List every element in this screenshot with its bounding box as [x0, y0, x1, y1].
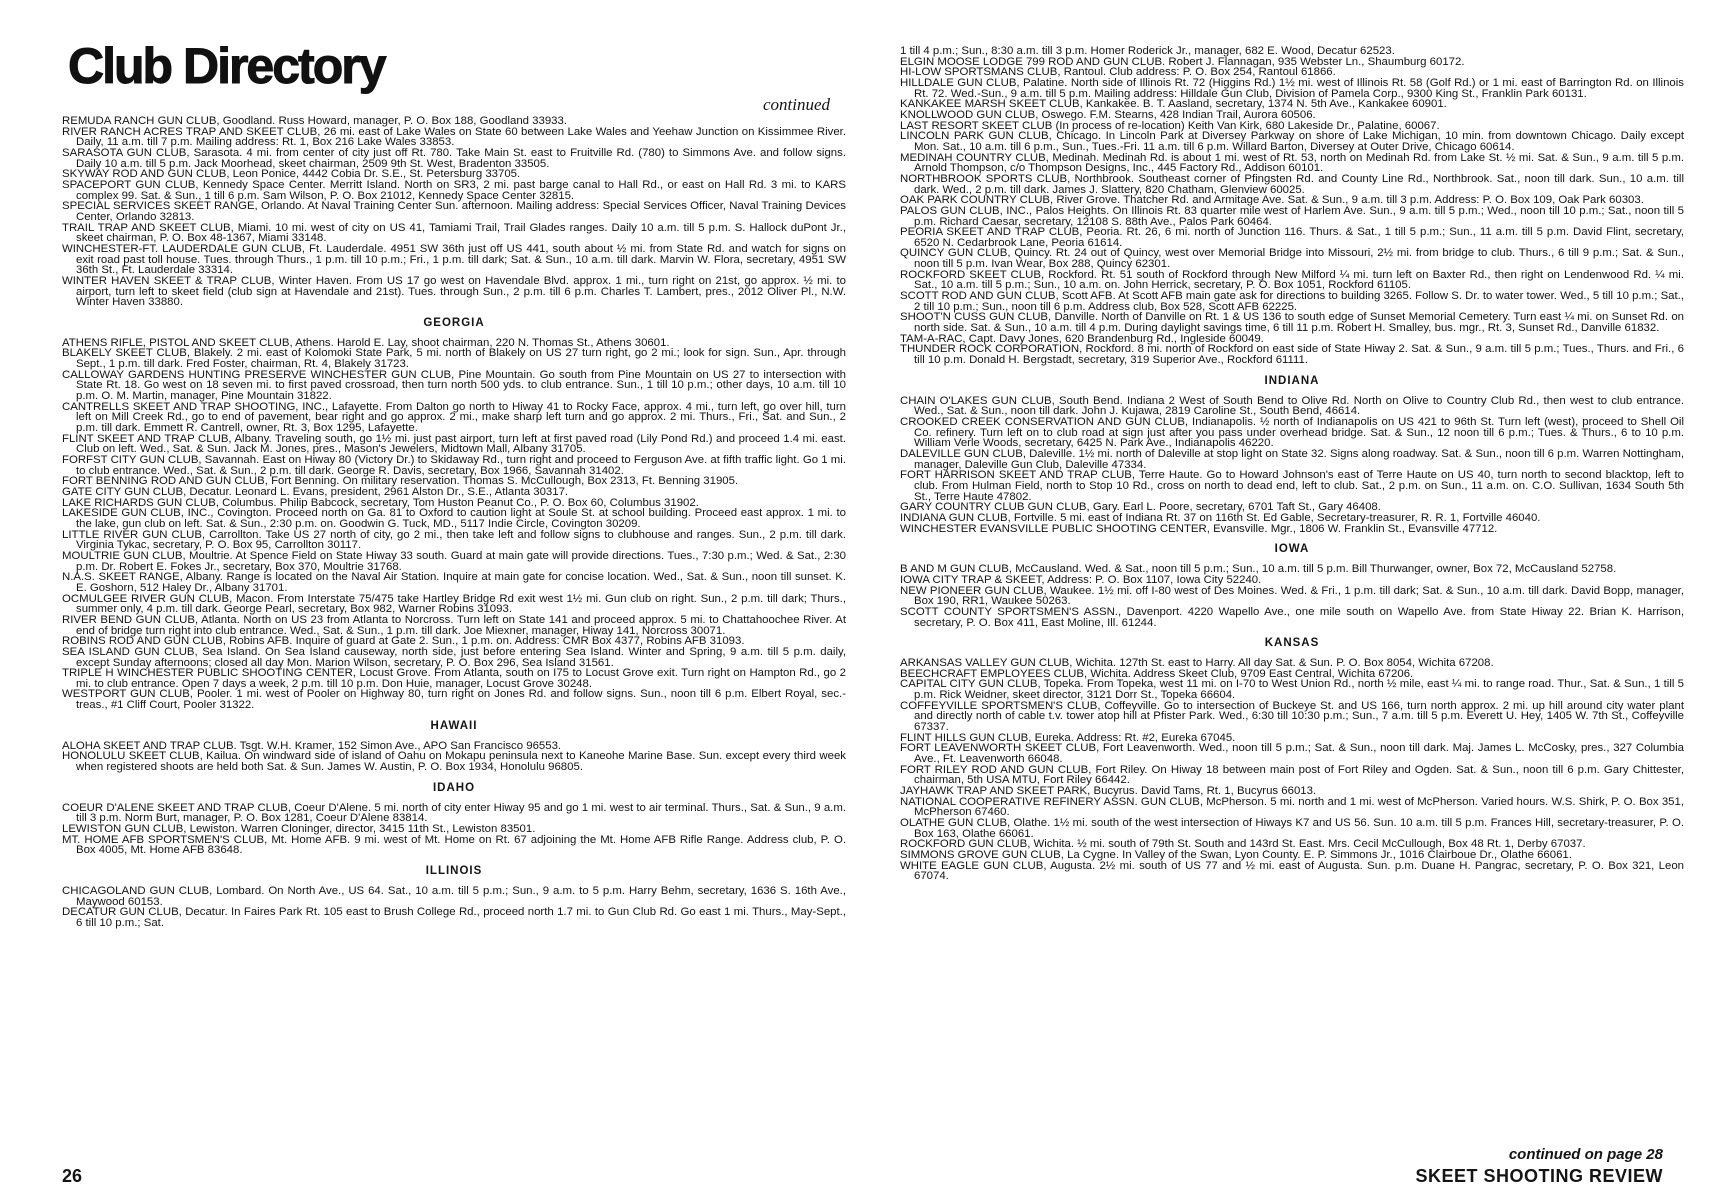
club-entry: NORTHBROOK SPORTS CLUB, Northbrook. Southeast corner of Pfingsten Rd. and County Line Rd., Northbrook. Sat., noon till dark. Sun., 10 a.m. till dark. Wed., 2 p.m. till dark. James J. Slattery, 820 Chatham, Glenview 60025. [900, 172, 1684, 196]
club-entry: HILLDALE GUN CLUB, Palatine. North side of Illinois Rt. 72 (Higgins Rd.) 1½ mi. west of Illinois Rt. 58 (Golf Rd.) or 1 mi. east of Barrington Rd. on Illinois Rt. 72. Wed.-Sun., 9 a.m. till 5 p.m. Mailing address: Hilldale Gun Club, Division of Pamela Corp., 9300 King St., Franklin Park 60131. [900, 76, 1684, 100]
magazine-title: SKEET SHOOTING REVIEW [1415, 1166, 1663, 1186]
page-title: Club Directory [68, 38, 385, 94]
club-entry: LITTLE RIVER GUN CLUB, Carrollton. Take US 27 north of city, go 2 mi., then take left and follow signs to clubhouse and ranges. Sun., 2 p.m. till dark. Virginia Tykac, secretary, P. O. Box 95, Carrollton 30117. [62, 528, 846, 552]
club-entry: CROOKED CREEK CONSERVATION AND GUN CLUB, Indianapolis. ½ north of Indianapolis on US 421 to 96th St. Turn left (west), proceed to Shell Oil Co. refinery. Turn left on to club road at sign just after you pass under overhead bridge. Sat. & Sun., 12 noon till 6 p.m.; Tues. & Thurs., 6 to 10 p.m. William Verle Woods, secretary, 6425 N. Park Ave., Indianapolis 46220. [900, 416, 1684, 450]
club-entry: ARKANSAS VALLEY GUN CLUB, Wichita. 127th St. east to Harry. All day Sat. & Sun. P. O. Box 8054, Wichita 67208. [900, 657, 1494, 670]
state-heading: ILLINOIS [425, 865, 483, 878]
club-entry: SCOTT COUNTY SPORTSMEN'S ASSN., Davenport. 4220 Wapello Ave., one mile south on Wapello Ave. from State Hiway 22. Brian K. Harrison, secretary, P. O. Box 411, East Moline, Ill. 61244. [900, 605, 1684, 629]
club-entry: MT. HOME AFB SPORTSMEN'S CLUB, Mt. Home AFB. 9 mi. west of Mt. Home on Rt. 67 adjoining the Mt. Home AFB Rifle Range. Address club, P. O. Box 4005, Mt. Home AFB 83648. [62, 833, 846, 857]
state-heading: INDIANA [1264, 374, 1320, 387]
club-entry: ROCKFORD GUN CLUB, Wichita. ½ mi. south of 79th St. South and 143rd St. East. Mrs. Cecil McCullough, Box 48 Rt. 1, Derby 67037. [900, 838, 1586, 851]
club-entry: ROBINS ROD AND GUN CLUB, Robins AFB. Inquire of guard at Gate 2. Sun., 1 p.m. on. Address: CMR Box 4377, Robins AFB 31093. [62, 635, 745, 648]
club-entry: LAST RESORT SKEET CLUB (In process of re-location) Keith Van Kirk, 680 Lakeside Dr., Palatine, 60067. [900, 119, 1440, 132]
club-entry: KNOLLWOOD GUN CLUB, Oswego. F.M. Stearns, 428 Indian Trail, Aurora 60506. [900, 108, 1316, 121]
club-entry: FORT RILEY ROD AND GUN CLUB, Fort Riley. On Hiway 18 between main post of Fort Riley and Ogden. Sat. & Sun., noon till 6 p.m. Gary Chittester, chairman, 5th USA MTU, Fort Riley 66442. [900, 763, 1684, 787]
club-entry: FORT LEAVENWORTH SKEET CLUB, Fort Leavenworth. Wed., noon till 5 p.m.; Sat. & Sun., noon till dark. Maj. James L. McCosky, pres., 327 Columbia Ave., Ft. Leavenworth 66048. [900, 742, 1684, 766]
club-entry: OAK PARK COUNTRY CLUB, River Grove. Thatcher Rd. and Armitage Ave. Sat. & Sun., 9 a.m. till 3 p.m. Address: P. O. Box 109, Oak Park 60303. [900, 194, 1644, 207]
club-entry: MEDINAH COUNTRY CLUB, Medinah. Medinah Rd. is about 1 mi. west of Rt. 53, north on Medinah Rd. from Lake St. ½ mi. Sat. & Sun., 9 a.m. till 5 p.m. Arnold Thompson, c/o Thompson Designs, Inc., 445 Factory Rd., Addison 60101. [900, 151, 1684, 175]
club-entry: SARASOTA GUN CLUB, Sarasota. 4 mi. from center of city just off Rt. 780. Take Main St. east to Fruitville Rd. (780) to Simmons Ave. and follow signs. Daily 10 a.m. till 5 p.m. Jack Moorhead, skeet chairman, 2509 9th St. West, Bradenton 33505. [62, 146, 846, 170]
left-entries [62, 116, 846, 929]
club-entry: DECATUR GUN CLUB, Decatur. In Faires Park Rt. 105 east to Brush College Rd., proceed north 1.7 mi. to Gun Club Rd. Go east 1 mi. Thurs., May-Sept., 6 till 10 p.m.; Sat. [62, 906, 846, 929]
club-entry: N.A.S. SKEET RANGE, Albany. Range is located on the Naval Air Station. Inquire at main gate for concise location. Wed., Sat. & Sun., noon till sunset. K. E. Goshorn, 512 Haley Dr., Albany 31701. [62, 571, 846, 594]
club-entry: ALOHA SKEET AND TRAP CLUB. Tsgt. W.H. Kramer, 152 Simon Ave., APO San Francisco 96553. [62, 739, 562, 752]
club-entry: ROCKFORD SKEET CLUB, Rockford. Rt. 51 south of Rockford through New Milford ¼ mi. turn left on Baxter Rd., then right on Lendenwood Rd. ¼ mi. Sat., 10 a.m. till 5 p.m.; Sun., 10 a.m. on. John Herrick, secretary, P. O. Box 1051, Rockford 61105. [900, 268, 1684, 292]
right-entries [900, 46, 1684, 882]
club-entry: LAKESIDE GUN CLUB, INC., Covington. Proceed north on Ga. 81 to Oxford to caution light at Soule St. at school building. Proceed east approx. 1 mi. to the lake, gun club on left. Sat. & Sun., 2:30 p.m. on. Goodwin G. Tuck, MD., 5117 Indie Circle, Covington 30209. [62, 507, 846, 530]
club-entry: FORT BENNING ROD AND GUN CLUB, Fort Benning. On military reservation. Thomas S. McCullough, Box 2313, Ft. Benning 31905. [62, 475, 739, 488]
club-entry: THUNDER ROCK CORPORATION, Rockford. 8 mi. north of Rockford on east side of State Hiway 2. Sat. & Sun., 9 a.m. till 5 p.m.; Tues., Thurs. and Fri., 6 till 10 p.m. Donald H. Bergstadt, secretary, 319 Superior Ave., Rockford 61111. [900, 343, 1684, 367]
club-entry: INDIANA GUN CLUB, Fortville. 5 mi. east of Indiana Rt. 37 on 116th St. Ed Gable, Secretary-treasurer, R. R. 1, Fortville 46040. [900, 511, 1541, 524]
club-entry: CHAIN O'LAKES GUN CLUB, South Bend. Indiana 2 West of South Bend to Olive Rd. North on Olive to Country Club Rd., then west to club entrance. Wed., Sat. & Sun., noon till dark. John J. Kujawa, 2819 Caroline St., South Bend, 46614. [900, 394, 1684, 418]
club-entry: OCMULGEE RIVER GUN CLUB, Macon. From Interstate 75/475 take Hartley Bridge Rd exit west 1½ mi. Gun club on right. Sun., 2 p.m. till dark; Thurs., summer only, 4 p.m. till dark. George Pearl, secretary, Box 982, Warner Robins 31093. [62, 592, 846, 616]
club-entry: WESTPORT GUN CLUB, Pooler. 1 mi. west of Pooler on Highway 80, turn right on Jones Rd. and follow signs. Sun., noon till 6 p.m. Elbert Royal, sec.-treas., #1 Cliff Court, Pooler 31322. [62, 688, 846, 712]
club-entry: COFFEYVILLE SPORTSMEN'S CLUB, Coffeyville. Go to intersection of Buckeye St. and US 166, turn north approx. 2 mi. up hill around city water plant and directly north of cable t.v. tower atop hill at Pfister Park. Wed., 6:30 till 10:30 p.m.; Sun., 7 a.m. till 5 p.m. Everett U. Hey, 1405 W. 7th St., Coffeyville 67337. [900, 699, 1684, 734]
club-entry: SPECIAL SERVICES SKEET RANGE, Orlando. At Naval Training Center Sun. afternoon. Mailing address: Special Services Officer, Naval Training Devices Center, Orlando 32813. [62, 200, 846, 223]
club-entry: KANKAKEE MARSH SKEET CLUB, Kankakee. B. T. Aasland, secretary, 1374 N. 5th Ave., Kankakee 60901. [900, 98, 1447, 111]
club-entry: PALOS GUN CLUB, INC., Palos Heights. On Illinois Rt. 83 quarter mile west of Harlem Ave. Sun., 9 a.m. till 5 p.m.; Wed., noon till 10 p.m.; Sat., noon till 5 p.m. Richard Caesar, secretary, 12108 S. 88th Ave., Palos Park 60464. [900, 204, 1684, 228]
club-entry: SEA ISLAND GUN CLUB, Sea Island. On Sea Island causeway, north side, just before entering Sea Island. Winter and Spring, 9 a.m. till 5 p.m. daily, except Sunday afternoons; closed all day Mon. Marion Wilson, secretary, P. O. Box 296, Sea Island 31561. [62, 645, 846, 669]
state-heading: IDAHO [432, 781, 476, 794]
club-entry: PEORIA SKEET AND TRAP CLUB, Peoria. Rt. 26, 6 mi. north of Junction 116. Thurs. & Sat., 1 till 5 p.m.; Sun., 11 a.m. till 5 p.m. David Flint, secretary, 6520 N. Cedarbrook Lane, Peoria 61614. [900, 226, 1684, 249]
continued-on-page: continued on page 28 [1508, 1146, 1663, 1163]
club-entry: COEUR D'ALENE SKEET AND TRAP CLUB, Coeur D'Alene. 5 mi. north of city enter Hiway 95 and go 1 mi. west to air terminal. Thurs., Sat. & Sun., 9 a.m. till 3 p.m. Norm Burt, manager, P. O. Box 1281, Coeur D'Alene 83814. [62, 801, 846, 825]
club-entry: FLINT SKEET AND TRAP CLUB, Albany. Traveling south, go 1½ mi. just past airport, turn left at first paved road (Lily Pond Rd.) and proceed 1.4 mi. east. Club on left. Wed., Sat. & Sun. Jack M. Jones, pres., Mason's Jewelers, Midtown Mall, Albany 31705. [62, 432, 846, 456]
club-entry: TRAIL TRAP AND SKEET CLUB, Miami. 10 mi. west of city on US 41, Tamiami Trail, Trail Glades ranges. Daily 10 a.m. till 5 p.m. S. Hallock duPont Jr., skeet chairman, P. O. Box 48-1367, Miami 33148. [62, 221, 846, 245]
club-entry: JAYHAWK TRAP AND SKEET PARK, Bucyrus. David Tams, Rt. 1, Bucyrus 66013. [900, 785, 1317, 798]
state-heading: GEORGIA [423, 316, 485, 329]
club-entry: SKYWAY ROD AND GUN CLUB, Leon Ponice, 4442 Cobia Dr. S.E., St. Petersburg 33705. [62, 168, 521, 181]
club-entry: CALLOWAY GARDENS HUNTING PRESERVE WINCHESTER GUN CLUB, Pine Mountain. Go south from Pine Mountain on US 27 to intersection with State Rt. 18. Go west on 18 seven mi. to first paved crossroad, then turn north 500 yds. to club entrance. Sun., 1 till 10 p.m.; other days, 10 a.m. till 10 p.m. O. M. Martin, manager, Pine Mountain 31822. [62, 368, 846, 403]
club-entry: SPACEPORT GUN CLUB, Kennedy Space Center. Merritt Island. North on SR3, 2 mi. past barge canal to Hall Rd., or east on Hall Rd. 3 mi. to KARS complex 99. Sat. & Sun., 1 till 6 p.m. Sam Wilson, P. O. Box 21012, Kennedy Space Center 32815. [62, 178, 846, 202]
state-heading: KANSAS [1264, 637, 1320, 650]
club-entry: B AND M GUN CLUB, McCausland. Wed. & Sat., noon till 5 p.m.; Sun., 10 a.m. till 5 p.m. Bill Thurwanger, owner, Box 72, McCausland 52758. [900, 563, 1617, 576]
club-entry: FORT HARRISON SKEET AND TRAP CLUB, Terre Haute. Go to Howard Johnson's east of Terre Haute on US 40, turn north to second blacktop, left to club. From Hulman Field, north to Stop 10 Rd., cross on north to dead end, left to club. Sat., 2 p.m. on Sun., 11 a.m. on. C.O. Sullivan, 1634 South 5th St., Terre Haute 47802. [900, 469, 1684, 503]
club-entry: IOWA CITY TRAP & SKEET, Address: P. O. Box 1107, Iowa City 52240. [900, 573, 1262, 586]
club-entry: TAM-A-RAC, Capt. Davy Jones, 620 Brandenburg Rd., Ingleside 60049. [900, 332, 1264, 345]
right-column [900, 0, 1684, 1200]
club-entry: ATHENS RIFLE, PISTOL AND SKEET CLUB, Athens. Harold E. Lay, shoot chairman, 220 N. Thomas St., Athens 30601. [62, 336, 670, 349]
club-entry: WINTER HAVEN SKEET & TRAP CLUB, Winter Haven. From US 17 go west on Havendale Blvd. approx. 1 mi., turn right on 21st, go approx. ½ mi. to airport, turn left to skeet field (club sign at Havendale and 21st). Tues. through Sun., 2 p.m. till 6 p.m. Charles T. Lambert, pres., 2012 Oliver Pl., N.W. Winter Haven 33880. [62, 274, 846, 309]
club-entry: FLINT HILLS GUN CLUB, Eureka. Address: Rt. #2, Eureka 67045. [900, 731, 1236, 744]
club-entry: 1 till 4 p.m.; Sun., 8:30 a.m. till 3 p.m. Homer Roderick Jr., manager, 682 E. Wood, Decatur 62523. [900, 45, 1395, 57]
club-entry: NEW PIONEER GUN CLUB, Waukee. 1½ mi. off I-80 west of Des Moines. Wed. & Fri., 1 p.m. till dark; Sat. & Sun., 10 a.m. till dark. David Bopp, manager, Box 190, RR1, Waukee 50263. [900, 584, 1684, 608]
club-entry: SCOTT ROD AND GUN CLUB, Scott AFB. At Scott AFB main gate ask for directions to building 3265. Follow S. Dr. to water tower. Wed., 5 till 10 p.m.; Sat., 2 till 10 p.m.; Sun., noon till 6 p.m. Address club, Box 528, Scott AFB 62225. [900, 290, 1684, 313]
club-entry: BLAKELY SKEET CLUB, Blakely. 2 mi. east of Kolomoki State Park, 5 mi. north of Blakely on US 27 turn right, go 2 mi.; look for sign. Sun., Apr. through Sept., 1 p.m. till dark. Fred Foster, chairman, Rt. 4, Blakely 31723. [62, 347, 846, 371]
club-entry: WINCHESTER-FT. LAUDERDALE GUN CLUB, Ft. Lauderdale. 4951 SW 36th just off US 441, south about ½ mi. from State Rd. and watch for signs on exit road past toll house. Tues. through Thurs., 1 p.m. till 10 p.m.; Fri., 1 p.m. till dark; Sat. & Sun., 10 a.m. till dark. Marvin W. Flora, secretary, 4951 SW 36th St., Ft. Lauderdale 33314. [62, 242, 846, 277]
club-entry: SIMMONS GROVE GUN CLUB, La Cygne. In Valley of the Swan, Lyon County. E. P. Simmons Jr., 1016 Clairboue Dr., Olathe 66061. [900, 848, 1572, 861]
club-entry: QUINCY GUN CLUB, Quincy. Rt. 24 out of Quincy, west over Memorial Bridge into Missouri, 2½ mi. from bridge to club. Thurs., 6 till 9 p.m.; Sat. & Sun., noon till 5 p.m. Ivan Wear, Box 288, Quincy 62301. [900, 247, 1684, 271]
club-entry: GATE CITY GUN CLUB, Decatur. Leonard L. Evans, president, 2961 Alston Dr., S.E., Atlanta 30317. [62, 486, 569, 498]
club-entry: TRIPLE H WINCHESTER PUBLIC SHOOTING CENTER, Locust Grove. From Atlanta, south on I75 to Locust Grove exit. Turn right on Hampton Rd., go 2 mi. to club entrance. Open 7 days a week, 2 p.m. till 10 p.m. Don Huie, manager, Locust Grove 30248. [62, 667, 846, 690]
club-entry: WHITE EAGLE GUN CLUB, Augusta. 2½ mi. south of US 77 and ½ mi. east of Augusta. Sun. p.m. Duane H. Pangrac, secretary, P. O. Box 321, Leon 67074. [900, 859, 1684, 883]
club-entry: ELGIN MOOSE LODGE 799 ROD AND GUN CLUB. Robert J. Flannagan, 935 Webster Ln., Shaumburg 60172. [900, 55, 1465, 68]
club-entry: LAKE RICHARDS GUN CLUB, Columbus. Philip Babcock, secretary, Tom Huston Peanut Co., P. O. Box 60, Columbus 31902. [62, 496, 699, 509]
club-entry: OLATHE GUN CLUB, Olathe. 1½ mi. south of the west intersection of Hiways K7 and US 56. Sun. 10 a.m. till 5 p.m. Frances Hill, secretary-treasurer, P. O. Box 163, Olathe 66061. [900, 817, 1684, 840]
club-entry: BEECHCRAFT EMPLOYEES CLUB, Wichita. Address Skeet Club, 9709 East Central, Wichita 67206. [900, 667, 1414, 680]
club-entry: HONOLULU SKEET CLUB, Kailua. On windward side of island of Oahu on Mokapu peninsula next to Kaneohe Marine Base. Sun. except every third week when registered shoots are held both Sat. & Sun. James W. Austin, P. O. Box 1934, Honolulu 96805. [62, 750, 846, 774]
club-entry: FORFST CITY GUN CLUB, Savannah. East on Hiway 80 (Victory Dr.) to Skidaway Rd., turn right and proceed to Ferguson Ave. at fifth traffic light. Go 1 mi. to club entrance. Wed., Sat. & Sun., 2 p.m. till dark. George R. Davis, secretary, Box 1966, Savannah 31402. [62, 454, 846, 477]
club-entry: SHOOT'N CUSS GUN CLUB, Danville. North of Danville on Rt. 1 & US 136 to south edge of Sunset Memorial Cemetery. Turn east ¼ mi. on Sunset Rd. on north side. Sat. & Sun., 10 a.m. till 4 p.m. During daylight savings time, 6 till 11 p.m. Robert H. Smalley, bus. mgr., Rt. 3, Sunset Rd., Danville 61832. [900, 311, 1684, 335]
club-entry: CAPITAL CITY GUN CLUB, Topeka. From Topeka, west 11 mi. on I-70 to West Union Rd., north ½ mile, east ¼ mi. to range road. Thur., Sat. & Sun., 1 till 5 p.m. Rick Weidner, skeet director, 3121 Dorr St., Topeka 66604. [900, 678, 1684, 702]
continued-label: continued [762, 95, 830, 114]
club-entry: WINCHESTER EVANSVILLE PUBLIC SHOOTING CENTER, Evansville. Mgr., 1806 W. Franklin St., Evansville 47712. [900, 522, 1498, 535]
page-number: 26 [62, 1166, 83, 1186]
club-entry: CHICAGOLAND GUN CLUB, Lombard. On North Ave., US 64. Sat., 10 a.m. till 5 p.m.; Sun., 9 a.m. to 5 p.m. Harry Behm, secretary, 1636 S. 16th Ave., Maywood 60153. [62, 885, 846, 908]
club-entry: GARY COUNTRY CLUB GUN CLUB, Gary. Earl L. Poore, secretary, 6701 Taft St., Gary 46408. [900, 501, 1381, 514]
club-entry: NATIONAL COOPERATIVE REFINERY ASSN. GUN CLUB, McPherson. 5 mi. north and 1 mi. west of McPherson. Varied hours. W.S. Shirk, P. O. Box 351, McPherson 67460. [900, 795, 1684, 819]
club-entry: REMUDA RANCH GUN CLUB, Goodland. Russ Howard, manager, P. O. Box 188, Goodland 33933. [62, 115, 568, 127]
club-entry: LINCOLN PARK GUN CLUB, Chicago. In Lincoln Park at Diversey Parkway on shore of Lake Michigan, 10 min. from downtown Chicago. Daily except Mon. Sat., 10 a.m. till 6 p.m., Sun., Tues.-Fri. 11 a.m. till 6 p.m. Willard Barton, Diversey at Outer Drive, Chicago 60614. [900, 130, 1684, 153]
club-entry: RIVER BEND GUN CLUB, Atlanta. North on US 23 from Atlanta to Norcross. Turn left on State 141 and proceed approx. 5 mi. to Chattahoochee River. At end of bridge turn right into club entrance. Wed., Sat. & Sun., 1 p.m. till dark. Joe Miexner, manager, Hiway 141, Norcross 30071. [62, 613, 846, 637]
state-heading: IOWA [1274, 543, 1310, 556]
club-entry: LEWISTON GUN CLUB, Lewiston. Warren Cloninger, director, 3415 11th St., Lewiston 83501. [62, 823, 536, 836]
club-entry: HI-LOW SPORTSMANS CLUB, Rantoul. Club address: P. O. Box 254, Rantoul 61866. [900, 66, 1336, 79]
club-entry: CANTRELLS SKEET AND TRAP SHOOTING, INC., Lafayette. From Dalton go north to Hiway 41 to Rocky Face, approx. 4 mi., turn left, go over hill, turn left on Mill Creek Rd., go to end of pavement, bear right and go approx. 2 mi., make sharp left turn and go approx. 2 mi. Thurs., Fri., Sat. and Sun., 2 p.m. till dark. Emmett R. Cantrell, owner, Rt. 3, Box 1295, Lafayette. [62, 400, 846, 435]
club-entry: RIVER RANCH ACRES TRAP AND SKEET CLUB, 26 mi. east of Lake Wales on State 60 between Lake Wales and Yeehaw Junction on Kissimmee River. Daily, 11 a.m. till 7 p.m. Mailing address: Rt. 1, Box 216 Lake Wales 33853. [62, 125, 846, 149]
left-column [62, 0, 846, 1200]
club-entry: MOULTRIE GUN CLUB, Moultrie. At Spence Field on State Hiway 33 south. Guard at main gate will provide directions. Tues., 7:30 p.m.; Wed. & Sat., 2:30 p.m. Dr. Robert E. Fokes Jr., secretary, Box 370, Moultrie 31768. [62, 549, 846, 573]
state-heading: HAWAII [430, 719, 478, 732]
club-entry: DALEVILLE GUN CLUB, Daleville. 1½ mi. north of Daleville at stop light on State 32. Signs along roadway. Sat. & Sun., noon till 6 p.m. Warren Nottingham, manager, Daleville Gun Club, Daleville 47334. [900, 447, 1684, 471]
